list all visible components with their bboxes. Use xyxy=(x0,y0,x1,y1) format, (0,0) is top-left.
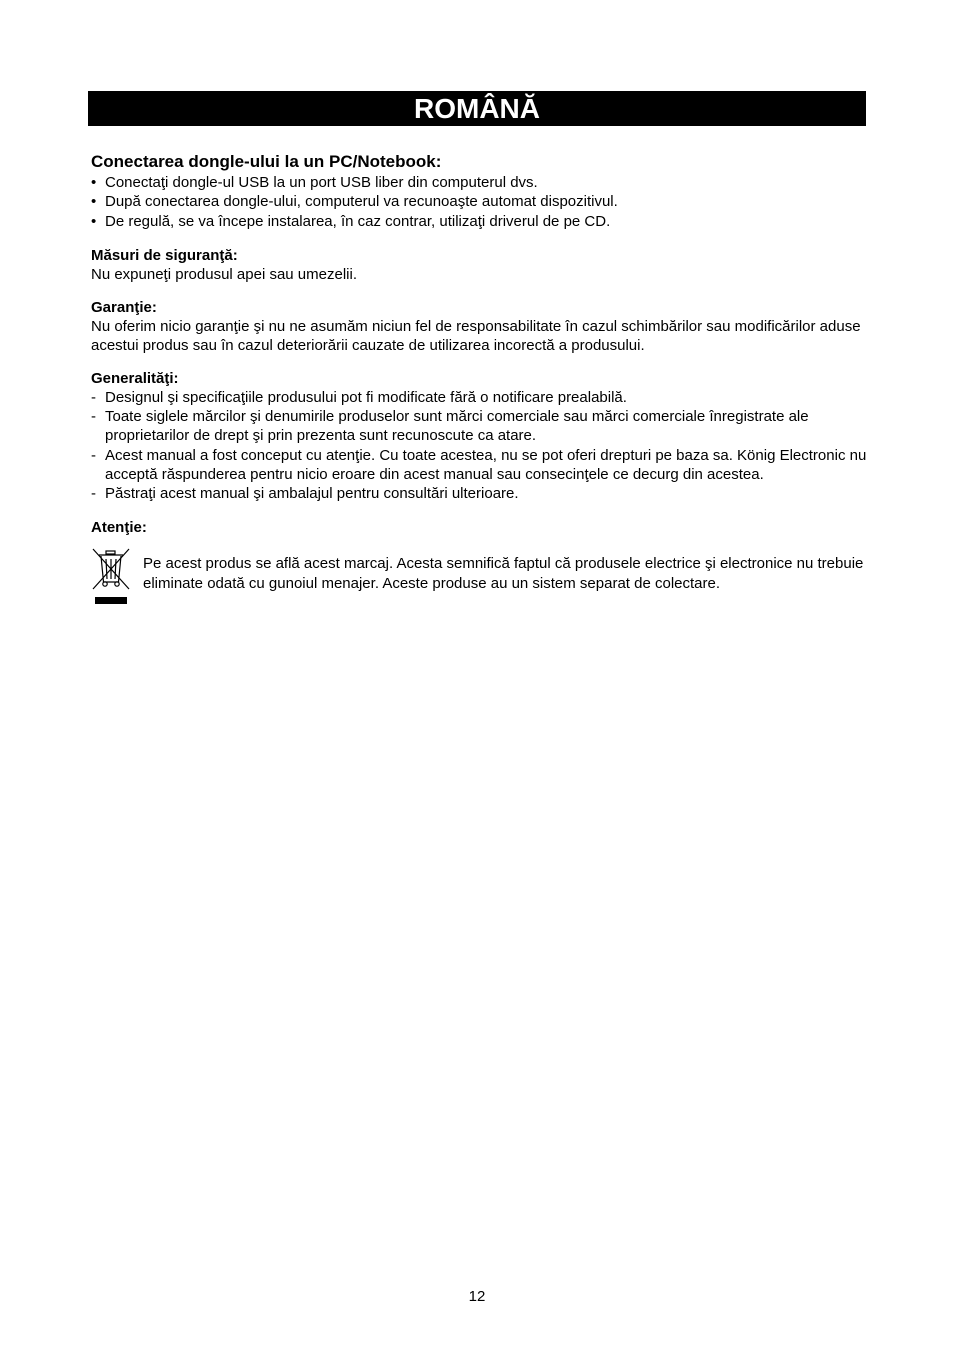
section-heading-warranty: Garanţie: xyxy=(91,298,157,316)
list-item xyxy=(91,484,867,503)
attention-text: Pe acest produs se află acest marcaj. Acesta semnifică faptul că produsele electrice şi electronice nu trebuie eliminate odată cu gunoiul menajer. Aceste produse au un sistem separat de colectare. xyxy=(143,554,864,592)
list-dash: - xyxy=(91,408,96,426)
section-warranty xyxy=(91,298,867,355)
list-item xyxy=(91,407,867,446)
section-heading-general: Generalităţi: xyxy=(91,369,179,387)
list-bullet: • xyxy=(91,193,97,211)
list-item xyxy=(91,212,867,231)
list-item xyxy=(91,192,867,211)
section-connect xyxy=(91,151,867,231)
list-item-text: După conectarea dongle-ului, computerul va recunoaşte automat dispozitivul. xyxy=(105,193,618,211)
document-body xyxy=(91,151,867,621)
list-item-text: Acest manual a fost conceput cu atenţie. Cu toate acestea, nu se pot oferi drepturi pe baza sa. König Electronic nu acceptă răspunderea pentru nicio eroare din acest manual sau consecinţele ce decurg din acestea. xyxy=(105,446,867,484)
list-dash: - xyxy=(91,388,96,406)
list-item-text: De regulă, se va începe instalarea, în caz contrar, utilizaţi driverul de pe CD. xyxy=(105,212,611,230)
list-bullet: • xyxy=(91,174,97,191)
weee-crossed-bin-icon xyxy=(91,547,131,607)
list-bullet: • xyxy=(91,212,97,230)
section-heading-connect: Conectarea dongle-ului la un PC/Notebook: xyxy=(91,152,442,171)
list-item xyxy=(91,388,867,407)
weee-warning xyxy=(91,547,867,607)
list-dash: - xyxy=(91,485,96,503)
list-dash: - xyxy=(91,446,96,464)
page-title: ROMÂNĂ xyxy=(88,91,866,126)
list-item-text: Conectaţi dongle-ul USB la un port USB liber din computerul dvs. xyxy=(105,174,538,191)
general-notes-list xyxy=(91,388,867,504)
list-item xyxy=(91,173,867,192)
section-safety xyxy=(91,246,867,284)
safety-text: Nu expuneţi produsul apei sau umezelii. xyxy=(91,265,357,283)
section-general xyxy=(91,369,867,504)
list-item-text: Designul şi specificaţiile produsului pot fi modificate fără o notificare prealabilă. xyxy=(105,388,627,406)
list-item-text: Păstraţi acest manual şi ambalajul pentru consultări ulterioare. xyxy=(105,485,519,503)
page-number: 12 xyxy=(468,1288,486,1305)
list-item-text: Toate siglele mărcilor şi denumirile produselor sunt mărci comerciale sau mărci comerciale înregistrate ale proprietarilor de drept şi prin prezenta sunt recunoscute ca atare. xyxy=(105,408,809,445)
list-item xyxy=(91,446,867,485)
connect-steps-list xyxy=(91,173,867,231)
section-heading-attention: Atenţie: xyxy=(91,518,147,536)
section-heading-safety: Măsuri de siguranţă: xyxy=(91,246,238,264)
warranty-text: Nu oferim nicio garanţie şi nu ne asumăm niciun fel de responsabilitate în cazul schimbărilor sau modificărilor aduse acestui produs sau în cazul deteriorării cauzate de utilizarea incorectă a produsului. xyxy=(91,317,861,354)
section-attention xyxy=(91,518,867,607)
